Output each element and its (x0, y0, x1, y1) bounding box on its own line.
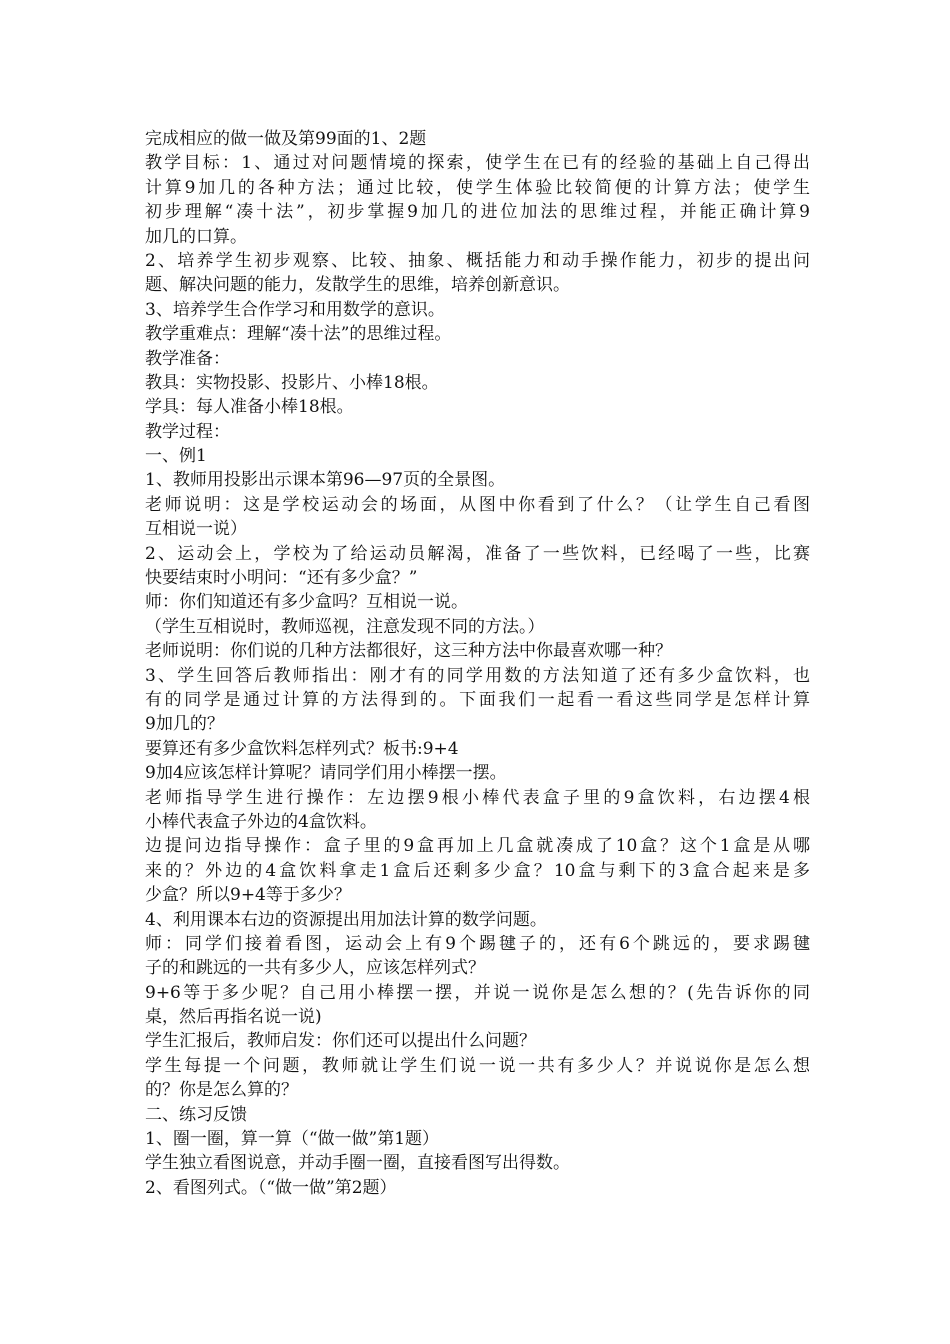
text-line: 教具：实物投影、投影片、小棒18根。 (145, 372, 439, 393)
text-line: 9加几的？ (145, 714, 224, 735)
text-line: 来的？外边的4盒饮料拿走1盒后还剩多少盒？10盒与剩下的3盒合起来是多 (145, 860, 810, 881)
text-line: 2、运动会上，学校为了给运动员解渴，准备了一些饮料，已经喝了一些，比赛 (145, 543, 810, 564)
text-line: 学生独立看图说意，并动手圈一圈，直接看图写出得数。 (145, 1153, 570, 1174)
text-line: 1、圈一圈，算一算（“做一做”第1题） (145, 1129, 440, 1150)
text-line: 3、培养学生合作学习和用数学的意识。 (145, 299, 445, 320)
text-line: 小棒代表盒子外边的4盒饮料。 (145, 811, 377, 832)
text-line: 快要结束时小明问：“还有多少盒？” (145, 568, 418, 589)
text-line: 计算9加几的各种方法；通过比较，使学生体验比较简便的计算方法；使学生 (145, 177, 810, 198)
text-line: 桌，然后再指名说一说) (145, 1007, 322, 1028)
text-line: 1、教师用投影出示课本第96—97页的全景图。 (145, 470, 506, 491)
text-line: 学具：每人准备小棒18根。 (145, 397, 354, 418)
text-line: 教学准备： (145, 348, 230, 369)
text-line: 3、学生回答后教师指出：刚才有的同学用数的方法知道了还有多少盒饮料，也 (145, 665, 810, 686)
text-line: 2、培养学生初步观察、比较、抽象、概括能力和动手操作能力，初步的提出问 (145, 250, 810, 271)
text-line: 4、利用课本右边的资源提出用加法计算的数学问题。 (145, 909, 547, 930)
text-line: 的？你是怎么算的？ (145, 1080, 298, 1101)
document-body (145, 127, 810, 1200)
text-line: 一、例1 (145, 446, 207, 467)
text-line: 老师说明：这是学校运动会的场面，从图中你看到了什么？（让学生自己看图 (145, 494, 810, 515)
text-line: 初步理解“凑十法”，初步掌握9加几的进位加法的思维过程，并能正确计算9 (145, 202, 810, 223)
text-line: 2、看图列式。（“做一做”第2题） (145, 1177, 397, 1198)
text-line: 老师指导学生进行操作：左边摆9根小棒代表盒子里的9盒饮料，右边摆4根 (145, 787, 810, 808)
text-line: 边提问边指导操作：盒子里的9盒再加上几盒就凑成了10盒？这个1盒是从哪 (145, 836, 810, 857)
text-line: 子的和跳远的一共有多少人，应该怎样列式？ (145, 958, 485, 979)
text-line: 完成相应的做一做及第99面的1、2题 (145, 129, 427, 149)
text-line: 老师说明：你们说的几种方法都很好，这三种方法中你最喜欢哪一种？ (145, 641, 672, 662)
text-line: 教学重难点：理解“凑十法”的思维过程。 (145, 324, 452, 345)
text-line: 师：你们知道还有多少盒吗？互相说一说。 (145, 592, 468, 613)
text-line: 师：同学们接着看图，运动会上有9个踢毽子的，还有6个跳远的，要求踢毽 (145, 933, 810, 954)
text-line: 加几的口算。 (145, 226, 247, 247)
text-line: 少盒？所以9+4等于多少？ (145, 885, 351, 906)
text-line: 有的同学是通过计算的方法得到的。下面我们一起看一看这些同学是怎样计算 (145, 689, 810, 710)
text-line: 学生每提一个问题，教师就让学生们说一说一共有多少人？并说说你是怎么想 (145, 1055, 810, 1076)
text-line: （学生互相说时，教师巡视，注意发现不同的方法。） (145, 616, 545, 637)
text-line: 教学过程： (145, 421, 230, 442)
text-line: 要算还有多少盒饮料怎样列式？板书:9+4 (145, 738, 459, 759)
text-line: 互相说一说） (145, 519, 247, 540)
text-line: 题、解决问题的能力，发散学生的思维，培养创新意识。 (145, 275, 570, 296)
text-line: 9+6等于多少呢？自己用小棒摆一摆，并说一说你是怎么想的？(先告诉你的同 (145, 982, 810, 1003)
text-line: 9加4应该怎样计算呢？请同学们用小棒摆一摆。 (145, 763, 507, 784)
text-line: 学生汇报后，教师启发：你们还可以提出什么问题？ (145, 1031, 536, 1052)
text-line: 教学目标：1、通过对问题情境的探索，使学生在已有的经验的基础上自己得出 (145, 153, 810, 174)
text-line: 二、练习反馈 (145, 1104, 247, 1125)
